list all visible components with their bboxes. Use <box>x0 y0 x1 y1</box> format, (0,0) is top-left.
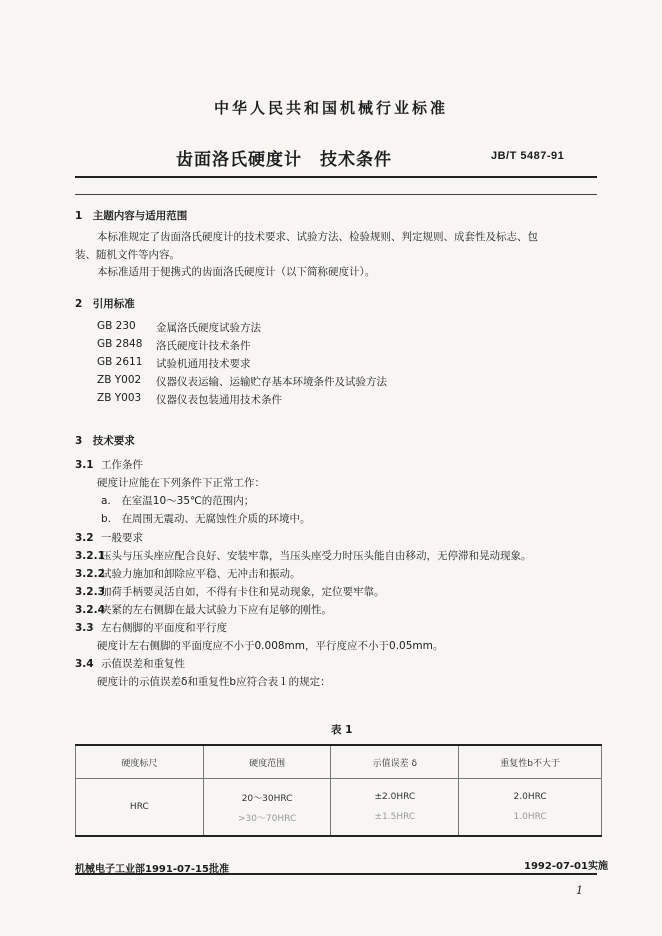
clause-title: 示值误差和重复性 <box>101 658 185 670</box>
reference-title: 仪器仪表包装通用技术条件 <box>156 394 282 406</box>
clause-3-1-item-a: a. 在室温10～35℃的范围内； <box>101 495 255 507</box>
clause-number: 3.2.2 <box>75 568 105 580</box>
table-header-cell: 重复性b不大于 <box>459 745 602 779</box>
clause-3-2-1 <box>75 548 532 563</box>
issuing-organization: 中华人民共和国机械行业标准 <box>213 99 448 117</box>
clause-3-4-text: 硬度计的示值误差δ和重复性b应符合表１的规定： <box>97 676 331 688</box>
clause-text: 试验力施加和卸除应平稳、无冲击和振动。 <box>101 568 301 580</box>
reference-title: 仪器仪表运输、运输贮存基本环境条件及试验方法 <box>156 376 387 388</box>
clause-title: 工作条件 <box>101 459 143 471</box>
clause-text: 压头与压头座应配合良好、安装牢靠，当压头座受力时压头能自由移动，无停滞和晃动现象。 <box>101 550 532 562</box>
table-1 <box>75 744 602 837</box>
reference-code: GB 2611 <box>97 356 143 368</box>
table-cell-scale: HRC <box>76 779 204 837</box>
clause-3-1-item-b: b. 在周围无震动、无腐蚀性介质的环境中。 <box>101 513 311 525</box>
clause-title: 一般要求 <box>101 532 143 544</box>
clause-number: 3.2 <box>75 532 94 544</box>
clause-number: 3.4 <box>75 658 94 670</box>
reference-title: 金属洛氏硬度试验方法 <box>156 322 261 334</box>
clause-3-2-4 <box>75 602 332 617</box>
implementation-date: 1992-07-01实施 <box>524 861 608 872</box>
document-title: 齿面洛氏硬度计 技术条件 <box>176 150 392 170</box>
clause-3-2 <box>75 530 143 545</box>
clause-text: 夹紧的左右侧脚在最大试验力下应有足够的刚性。 <box>101 604 332 616</box>
clause-3-2-2 <box>75 566 301 581</box>
section-1-paragraph-1-line-1: 本标准规定了齿面洛氏硬度计的技术要求、试验方法、检验规则、判定规则、成套性及标志、包 <box>97 231 538 243</box>
clause-3-2-3 <box>75 584 385 599</box>
clause-3-1-intro: 硬度计应能在下列条件下正常工作： <box>97 477 265 489</box>
table-cell-range: >30～70HRC <box>203 807 331 836</box>
clause-number: 3.2.4 <box>75 604 105 616</box>
table-cell-error: ±2.0HRC <box>331 779 459 808</box>
clause-number: 3.2.1 <box>75 550 105 562</box>
clause-number: 3.1 <box>75 459 94 471</box>
reference-code: GB 230 <box>97 320 136 332</box>
clause-3-4 <box>75 656 185 671</box>
reference-code: ZB Y003 <box>97 392 142 404</box>
section-1-heading: 1 主题内容与适用范围 <box>75 210 188 222</box>
reference-code: GB 2848 <box>97 338 143 350</box>
section-3-heading: 3 技术要求 <box>75 435 135 447</box>
clause-number: 3.2.3 <box>75 586 105 598</box>
reference-code: ZB Y002 <box>97 374 142 386</box>
header-rule-thick <box>75 176 597 178</box>
clause-title: 左右侧脚的平面度和平行度 <box>101 622 227 634</box>
table-row <box>76 779 602 808</box>
header-rule-thin <box>75 194 597 195</box>
section-1-paragraph-2: 本标准适用于便携式的齿面洛氏硬度计（以下简称硬度计）。 <box>97 266 376 278</box>
section-1-paragraph-1-line-2: 装、随机文件等内容。 <box>75 249 180 261</box>
reference-title: 试验机通用技术要求 <box>156 358 251 370</box>
standard-number: JB/T 5487-91 <box>491 150 565 162</box>
reference-title: 洛氏硬度计技术条件 <box>156 340 251 352</box>
table-header-cell: 硬度标尺 <box>76 745 204 779</box>
clause-3-3-text: 硬度计左右侧脚的平面度应不小于0.008mm，平行度应不小于0.05mm。 <box>97 640 444 652</box>
table-cell-repeat: 2.0HRC <box>459 779 602 808</box>
clause-3-3 <box>75 620 227 635</box>
table-header-cell: 硬度范围 <box>203 745 331 779</box>
clause-3-1 <box>75 457 143 472</box>
approval-note: 机械电子工业部1991-07-15批准 <box>75 864 229 875</box>
page-number: 1 <box>576 884 583 897</box>
table-caption: 表 1 <box>331 724 353 736</box>
table-cell-range: 20～30HRC <box>203 779 331 808</box>
footer-rule <box>75 873 597 875</box>
table-header-row <box>76 745 602 779</box>
table-cell-error: ±1.5HRC <box>331 807 459 836</box>
section-2-heading: 2 引用标准 <box>75 298 135 310</box>
table-cell-repeat: 1.0HRC <box>459 807 602 836</box>
clause-text: 加荷手柄要灵活自如，不得有卡住和晃动现象，定位要牢靠。 <box>101 586 385 598</box>
clause-number: 3.3 <box>75 622 94 634</box>
table-header-cell: 示值误差 δ <box>331 745 459 779</box>
